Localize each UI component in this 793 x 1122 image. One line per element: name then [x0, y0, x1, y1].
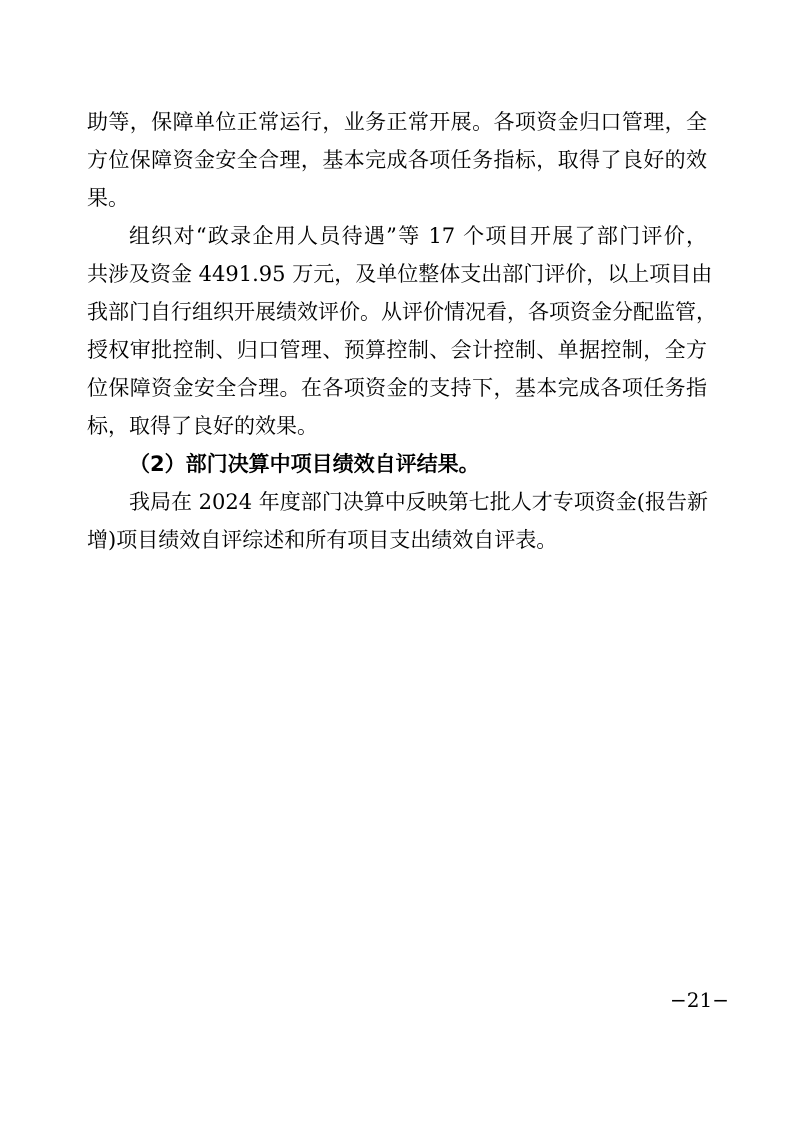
- paragraph-line: 我局在 2024 年度部门决算中反映第七批人才专项资金(报告新: [129, 490, 708, 514]
- section-heading-block: [87, 445, 707, 483]
- paragraph-line: 果。: [87, 186, 129, 210]
- page-number: −21−: [670, 988, 729, 1012]
- paragraph-line: 助等，保障单位正常运行，业务正常开展。各项资金归口管理，全: [87, 110, 707, 134]
- paragraph-line: 授权审批控制、归口管理、预算控制、会计控制、单据控制，全方: [87, 338, 707, 362]
- paragraph-self-evaluation: [87, 483, 707, 559]
- paragraph-line: 我部门自行组织开展绩效评价。从评价情况看，各项资金分配监管，: [87, 300, 717, 324]
- paragraph-line: 组织对“政录企用人员待遇”等 17 个项目开展了部门评价，: [129, 224, 707, 248]
- paragraph-line: 标，取得了良好的效果。: [87, 414, 318, 438]
- paragraph-continuation: [87, 103, 707, 217]
- paragraph-evaluation: [87, 217, 717, 445]
- paragraph-line: 方位保障资金安全合理，基本完成各项任务指标，取得了良好的效: [87, 148, 707, 172]
- paragraph-line: 位保障资金安全合理。在各项资金的支持下，基本完成各项任务指: [87, 376, 707, 400]
- section-heading: （2）部门决算中项目绩效自评结果。: [129, 452, 480, 476]
- paragraph-line: 增)项目绩效自评综述和所有项目支出绩效自评表。: [87, 528, 558, 552]
- paragraph-line: 共涉及资金 4491.95 万元，及单位整体支出部门评价，以上项目由: [87, 262, 713, 286]
